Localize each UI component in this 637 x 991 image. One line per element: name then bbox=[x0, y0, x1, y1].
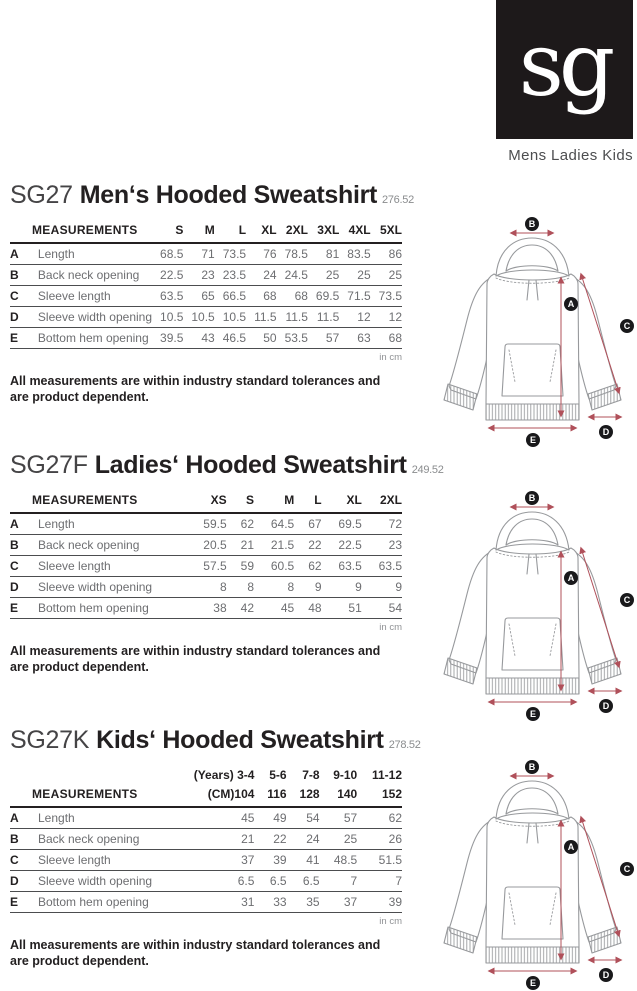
size-column-header: S bbox=[227, 490, 254, 513]
measurement-value: 35 bbox=[287, 891, 320, 912]
measurement-value: 50 bbox=[246, 327, 276, 348]
row-label: Sleeve length bbox=[30, 555, 186, 576]
measurement-value: 23.5 bbox=[215, 264, 246, 285]
unit-label: in cm bbox=[379, 351, 402, 363]
row-label: Sleeve length bbox=[30, 285, 152, 306]
hoodie-line-art bbox=[444, 238, 621, 420]
size-column-header: XL bbox=[246, 220, 276, 243]
hem-band bbox=[486, 404, 579, 420]
label-B: B bbox=[528, 493, 536, 504]
measurement-value: 53.5 bbox=[277, 327, 308, 348]
measurements-table-ladies bbox=[10, 490, 402, 619]
measurement-value: 25 bbox=[320, 828, 358, 849]
measurement-value: 12 bbox=[339, 306, 370, 327]
measurement-row bbox=[10, 534, 402, 555]
size-column-header: XS bbox=[186, 490, 226, 513]
measurement-value: 63.5 bbox=[152, 285, 183, 306]
measurement-row bbox=[10, 597, 402, 618]
tolerance-note: All measurements are within industry standard tolerances and are product dependent. bbox=[10, 937, 381, 969]
hoodie-illustration-kids bbox=[430, 759, 635, 991]
measurement-row bbox=[10, 306, 402, 327]
measurement-value: 63.5 bbox=[322, 555, 362, 576]
measurement-value: 11.5 bbox=[277, 306, 308, 327]
row-label: Length bbox=[30, 513, 186, 535]
measurement-value: 65 bbox=[183, 285, 214, 306]
row-letter: B bbox=[10, 264, 30, 285]
label-A: A bbox=[567, 299, 575, 310]
row-label: Bottom hem opening bbox=[30, 597, 186, 618]
label-D: D bbox=[602, 970, 610, 981]
measurement-value: 24.5 bbox=[277, 264, 308, 285]
label-E: E bbox=[529, 435, 537, 446]
unit-label: in cm bbox=[379, 915, 402, 927]
measurement-row bbox=[10, 264, 402, 285]
measurement-row bbox=[10, 555, 402, 576]
label-D: D bbox=[602, 701, 610, 712]
product-name: Kids‘ Hooded Sweatshirt bbox=[96, 726, 384, 754]
measurement-row bbox=[10, 828, 402, 849]
section-mens bbox=[10, 181, 637, 446]
measurement-value: 37 bbox=[174, 849, 255, 870]
size-column-header: 5-6 bbox=[269, 767, 287, 782]
measurements-table-mens bbox=[10, 220, 402, 349]
row-label: Back neck opening bbox=[30, 828, 174, 849]
row-letter: E bbox=[10, 327, 30, 348]
product-code: SG27F bbox=[10, 451, 88, 479]
measurement-value: 46.5 bbox=[215, 327, 246, 348]
measurement-value: 39 bbox=[357, 891, 402, 912]
measurement-value: 64.5 bbox=[254, 513, 294, 535]
measurement-value: 8 bbox=[227, 576, 254, 597]
size-column-header: (Years) 3-4 bbox=[193, 767, 255, 782]
row-letter: D bbox=[10, 306, 30, 327]
measurement-value: 59.5 bbox=[186, 513, 226, 535]
measurement-value: 21 bbox=[227, 534, 254, 555]
measurement-value: 69.5 bbox=[308, 285, 339, 306]
section-title bbox=[10, 182, 637, 210]
hoodie-diagram bbox=[430, 490, 635, 722]
row-label: Bottom hem opening bbox=[30, 327, 152, 348]
measurement-value: 6.5 bbox=[174, 870, 255, 891]
measurement-value: 68 bbox=[371, 327, 402, 348]
measurement-value: 81 bbox=[308, 243, 339, 265]
measurement-value: 43 bbox=[183, 327, 214, 348]
measurement-value: 69.5 bbox=[322, 513, 362, 535]
measurement-value: 62 bbox=[294, 555, 321, 576]
measurement-value: 37 bbox=[320, 891, 358, 912]
hoodie-illustration-mens bbox=[430, 216, 635, 448]
measurement-value: 86 bbox=[371, 243, 402, 265]
measurement-value: 63 bbox=[339, 327, 370, 348]
section-ladies bbox=[10, 451, 637, 720]
measurement-value: 21 bbox=[174, 828, 255, 849]
product-number: 276.52 bbox=[382, 194, 414, 206]
size-column-header: S bbox=[152, 220, 183, 243]
size-column-header: 4XL bbox=[339, 220, 370, 243]
measurement-row bbox=[10, 513, 402, 535]
measurement-value: 68 bbox=[246, 285, 276, 306]
measurement-value: 54 bbox=[362, 597, 402, 618]
measurement-value: 72 bbox=[362, 513, 402, 535]
measurement-value: 6.5 bbox=[254, 870, 286, 891]
hem-band bbox=[486, 947, 579, 963]
measurement-value: 54 bbox=[287, 807, 320, 829]
row-letter: A bbox=[10, 513, 30, 535]
label-B: B bbox=[528, 219, 536, 230]
sg-logo bbox=[496, 0, 633, 139]
pocket bbox=[502, 887, 563, 939]
row-letter: B bbox=[10, 534, 30, 555]
measurement-value: 26 bbox=[357, 828, 402, 849]
measurement-value: 39 bbox=[254, 849, 286, 870]
row-label: Length bbox=[30, 807, 174, 829]
row-letter: C bbox=[10, 285, 30, 306]
measurement-value: 67 bbox=[294, 513, 321, 535]
hoodie-illustration-ladies bbox=[430, 490, 635, 722]
label-E: E bbox=[529, 978, 537, 989]
measurement-value: 51 bbox=[322, 597, 362, 618]
measurement-value: 24 bbox=[246, 264, 276, 285]
measurement-row bbox=[10, 849, 402, 870]
row-letter: C bbox=[10, 555, 30, 576]
measurement-value: 11.5 bbox=[246, 306, 276, 327]
measurement-value: 68.5 bbox=[152, 243, 183, 265]
product-number: 278.52 bbox=[388, 739, 421, 751]
measurement-value: 24 bbox=[287, 828, 320, 849]
measurement-value: 49 bbox=[254, 807, 286, 829]
row-letter: E bbox=[10, 891, 30, 912]
measurement-value: 71.5 bbox=[339, 285, 370, 306]
product-name: Men‘s Hooded Sweatshirt bbox=[79, 181, 378, 209]
measurement-row bbox=[10, 807, 402, 829]
pocket bbox=[502, 344, 563, 396]
measurement-value: 8 bbox=[186, 576, 226, 597]
row-letter: A bbox=[10, 807, 30, 829]
measurements-header bbox=[10, 765, 174, 784]
measurement-value: 41 bbox=[287, 849, 320, 870]
pocket bbox=[502, 618, 563, 670]
row-label: Sleeve width opening bbox=[30, 870, 174, 891]
measurement-value: 22.5 bbox=[152, 264, 183, 285]
size-column-header: XL bbox=[322, 490, 362, 513]
measurement-value: 7 bbox=[357, 870, 402, 891]
measurements-header: MEASUREMENTS bbox=[10, 490, 186, 513]
measurement-value: 51.5 bbox=[357, 849, 402, 870]
size-column-header: 2XL bbox=[362, 490, 402, 513]
measurement-value: 20.5 bbox=[186, 534, 226, 555]
label-A: A bbox=[567, 842, 575, 853]
measurement-value: 21.5 bbox=[254, 534, 294, 555]
hem-band bbox=[486, 678, 579, 694]
section-title bbox=[10, 727, 637, 755]
row-letter: A bbox=[10, 243, 30, 265]
label-C: C bbox=[623, 321, 631, 332]
measurement-value: 45 bbox=[174, 807, 255, 829]
measurement-value: 9 bbox=[362, 576, 402, 597]
measurement-value: 62 bbox=[227, 513, 254, 535]
size-column-header: 152 bbox=[357, 784, 402, 807]
size-column-header: 7-8 bbox=[302, 767, 320, 782]
measurements-header: MEASUREMENTS bbox=[10, 784, 174, 807]
measurement-value: 78.5 bbox=[277, 243, 308, 265]
hoodie-diagram bbox=[430, 216, 635, 448]
measurement-value: 45 bbox=[254, 597, 294, 618]
label-B: B bbox=[528, 762, 536, 773]
label-C: C bbox=[623, 595, 631, 606]
row-label: Sleeve width opening bbox=[30, 306, 152, 327]
measurement-value: 48.5 bbox=[320, 849, 358, 870]
size-column-header: 116 bbox=[254, 784, 286, 807]
measurement-value: 25 bbox=[339, 264, 370, 285]
measurement-row bbox=[10, 285, 402, 306]
measurement-value: 10.5 bbox=[152, 306, 183, 327]
size-column-header: 128 bbox=[287, 784, 320, 807]
row-letter: C bbox=[10, 849, 30, 870]
row-letter: D bbox=[10, 870, 30, 891]
measurement-value: 31 bbox=[174, 891, 255, 912]
measurement-value: 59 bbox=[227, 555, 254, 576]
size-column-header: M bbox=[183, 220, 214, 243]
measurement-value: 71 bbox=[183, 243, 214, 265]
measurement-value: 9 bbox=[294, 576, 321, 597]
measurement-value: 25 bbox=[308, 264, 339, 285]
measurement-value: 68 bbox=[277, 285, 308, 306]
row-label: Back neck opening bbox=[30, 264, 152, 285]
label-E: E bbox=[529, 709, 537, 720]
product-number: 249.52 bbox=[411, 464, 444, 476]
measurement-value: 73.5 bbox=[371, 285, 402, 306]
row-letter: D bbox=[10, 576, 30, 597]
measurement-value: 57.5 bbox=[186, 555, 226, 576]
row-label: Bottom hem opening bbox=[30, 891, 174, 912]
measurement-value: 57 bbox=[308, 327, 339, 348]
measurement-value: 8 bbox=[254, 576, 294, 597]
tolerance-note: All measurements are within industry standard tolerances and are product dependent. bbox=[10, 373, 381, 405]
measurement-value: 62 bbox=[357, 807, 402, 829]
measurement-value: 33 bbox=[254, 891, 286, 912]
measurement-value: 63.5 bbox=[362, 555, 402, 576]
size-column-header: 3XL bbox=[308, 220, 339, 243]
size-column-header: 9-10 bbox=[333, 767, 358, 782]
hoodie-diagram bbox=[430, 759, 635, 991]
measurement-value: 10.5 bbox=[183, 306, 214, 327]
row-letter: E bbox=[10, 597, 30, 618]
row-label: Sleeve width opening bbox=[30, 576, 186, 597]
row-label: Back neck opening bbox=[30, 534, 186, 555]
section-title bbox=[10, 452, 637, 480]
label-D: D bbox=[602, 427, 610, 438]
size-column-header: L bbox=[294, 490, 321, 513]
measurement-value: 39.5 bbox=[152, 327, 183, 348]
measurement-value: 76 bbox=[246, 243, 276, 265]
row-letter: B bbox=[10, 828, 30, 849]
product-code: SG27 bbox=[10, 181, 73, 209]
measurement-row bbox=[10, 870, 402, 891]
measurement-value: 11.5 bbox=[308, 306, 339, 327]
size-column-header: L bbox=[215, 220, 246, 243]
hoodie-line-art bbox=[444, 781, 621, 963]
product-code: SG27K bbox=[10, 726, 90, 754]
measurement-row bbox=[10, 243, 402, 265]
measurement-value: 12 bbox=[371, 306, 402, 327]
brand-tagline: Mens Ladies Kids bbox=[508, 147, 633, 164]
measurement-value: 22.5 bbox=[322, 534, 362, 555]
size-column-header: (CM)104 bbox=[174, 784, 255, 807]
size-column-header: 2XL bbox=[277, 220, 308, 243]
size-column-header: 11-12 bbox=[371, 767, 402, 782]
measurement-value: 83.5 bbox=[339, 243, 370, 265]
measurements-table-kids bbox=[10, 765, 402, 913]
measurement-value: 7 bbox=[320, 870, 358, 891]
measurement-value: 66.5 bbox=[215, 285, 246, 306]
measurement-value: 48 bbox=[294, 597, 321, 618]
measurement-value: 57 bbox=[320, 807, 358, 829]
measurement-value: 22 bbox=[254, 828, 286, 849]
unit-label: in cm bbox=[379, 621, 402, 633]
measurement-value: 25 bbox=[371, 264, 402, 285]
measurement-value: 60.5 bbox=[254, 555, 294, 576]
row-label: Sleeve length bbox=[30, 849, 174, 870]
measurement-value: 73.5 bbox=[215, 243, 246, 265]
product-name: Ladies‘ Hooded Sweatshirt bbox=[94, 451, 407, 479]
label-C: C bbox=[623, 864, 631, 875]
measurement-row bbox=[10, 576, 402, 597]
measurement-value: 10.5 bbox=[215, 306, 246, 327]
hoodie-line-art bbox=[444, 512, 621, 694]
size-column-header: 5XL bbox=[371, 220, 402, 243]
measurement-value: 6.5 bbox=[287, 870, 320, 891]
size-column-header: 140 bbox=[320, 784, 358, 807]
label-A: A bbox=[567, 573, 575, 584]
measurement-value: 9 bbox=[322, 576, 362, 597]
measurement-value: 23 bbox=[362, 534, 402, 555]
row-label: Length bbox=[30, 243, 152, 265]
measurement-row bbox=[10, 891, 402, 912]
size-column-header: M bbox=[254, 490, 294, 513]
measurement-value: 42 bbox=[227, 597, 254, 618]
sg-logo-text: sg bbox=[518, 12, 611, 116]
section-kids bbox=[10, 726, 637, 989]
measurement-value: 38 bbox=[186, 597, 226, 618]
measurements-header: MEASUREMENTS bbox=[10, 220, 152, 243]
measurement-row bbox=[10, 327, 402, 348]
tolerance-note: All measurements are within industry standard tolerances and are product dependent. bbox=[10, 643, 381, 675]
measurement-value: 23 bbox=[183, 264, 214, 285]
measurement-value: 22 bbox=[294, 534, 321, 555]
